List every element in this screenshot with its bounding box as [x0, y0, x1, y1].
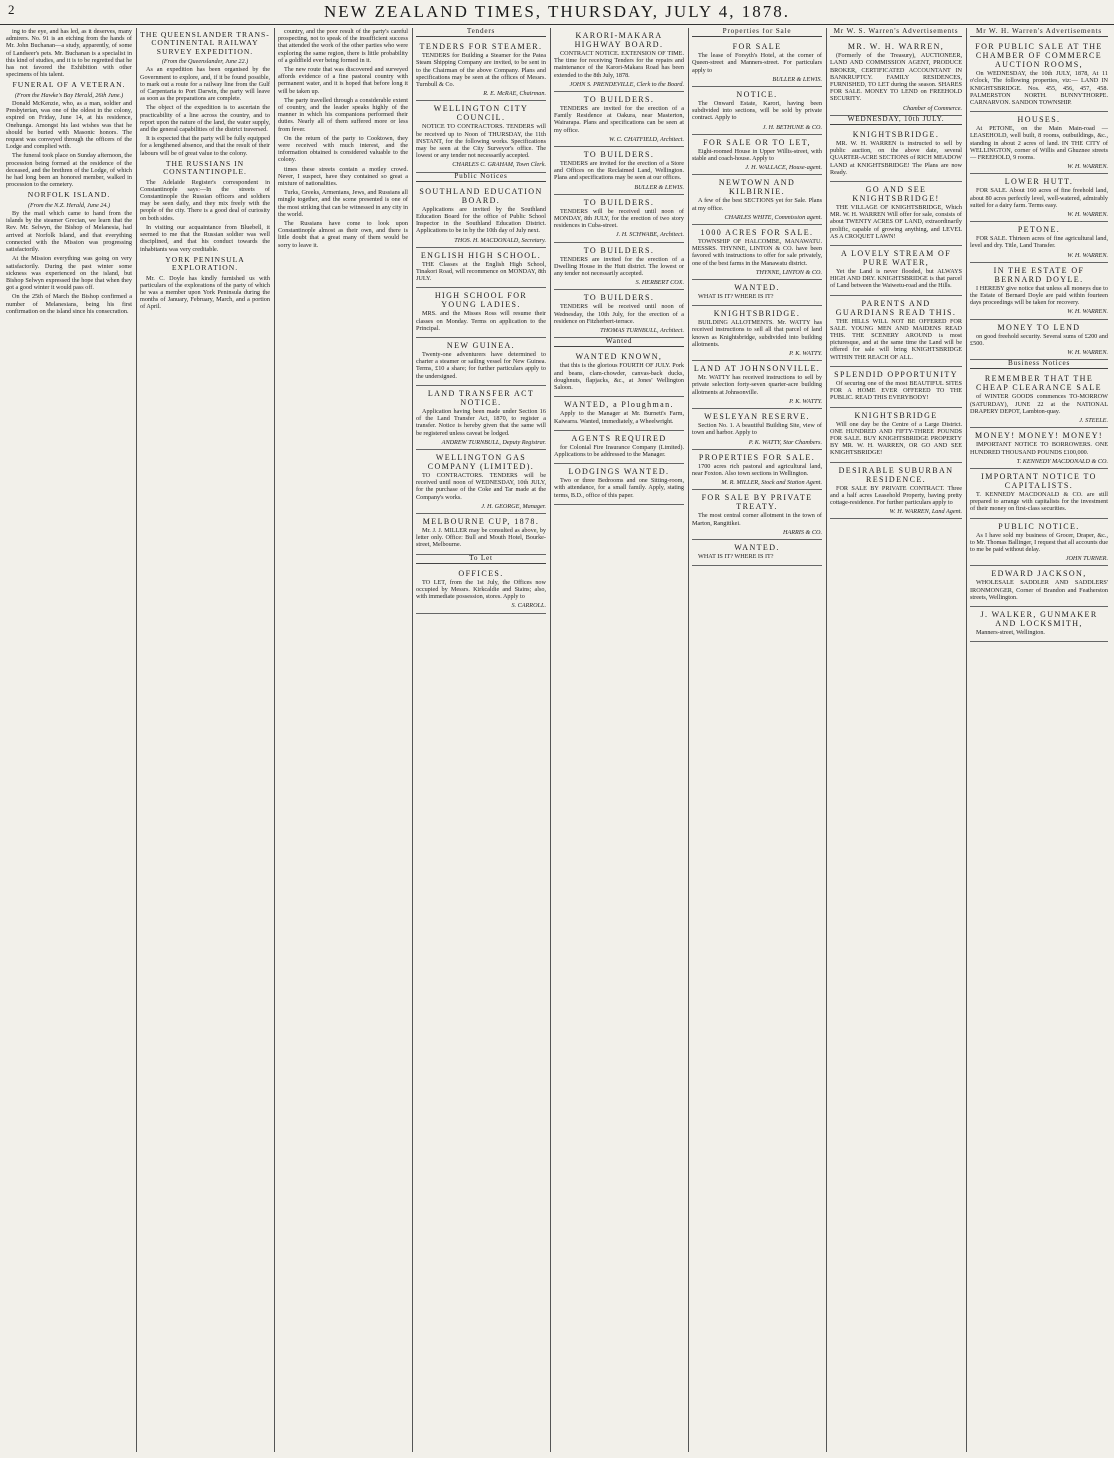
- advertisement-body: Application having been made under Section 16 of the Land Transfer Act, 1870, to register a transfer. Notice is hereby given that the same will be registered unless caveat be lodged.: [416, 407, 546, 437]
- section-header: Mr W. S. Warren's Advertisements: [830, 28, 962, 37]
- advertisement-body: CONTRACT NOTICE. EXTENSION OF TIME. The time for receiving Tenders for the repairs and maintenance of the Karori-Makara Road has been extended to the 8th July, 1878.: [554, 50, 684, 79]
- advertisement-body: TENDERS will be received until noon of MONDAY, 8th JULY, for the erection of two story residences in Cuba-street.: [554, 207, 684, 230]
- advertisement-title: PETONE.: [1017, 225, 1061, 235]
- advertisement-title: PUBLIC NOTICE.: [998, 521, 1080, 531]
- advertisement: [830, 296, 962, 367]
- advertisement-signature: BULLER & LEWIS.: [634, 183, 684, 191]
- advertisement-title: LAND AT JOHNSONVILLE.: [693, 364, 821, 374]
- advertisement-body: The most central corner allotment in the town of Marton, Rangitikei.: [692, 512, 822, 527]
- advertisement: [970, 607, 1108, 642]
- section-header: WEDNESDAY, 10th JULY.: [830, 116, 962, 125]
- advertisement-title: WELLINGTON CITY COUNCIL.: [433, 104, 529, 123]
- article-paragraph: The party travelled through a considerable extent of country, and the leader speaks highly of the manner in which his companions performed their duties. Nearly all of them suffered more or less from fever.: [278, 96, 408, 133]
- advertisement-signature: W. H. WARREN.: [1067, 211, 1108, 219]
- advertisement: [416, 514, 546, 555]
- advertisement: [416, 386, 546, 450]
- advertisement-body: TENDERS will be received until noon of Wednesday, the 10th July, for the erection of a residence on Fitzherbert-terrace.: [554, 303, 684, 325]
- section-header: Tenders: [416, 28, 546, 37]
- article-paragraph: The funeral took place on Sunday afternoon, the procession being formed at the residence of the deceased, and the brethren of the Lodge, of which he had long been an honored member, walked in procession to the cemetery.: [6, 152, 132, 189]
- advertisement-body: on good freehold security. Several sums of £200 and £500.: [970, 332, 1108, 347]
- advertisement: [970, 112, 1108, 174]
- advertisement-title: KNIGHTSBRIDGE.: [852, 130, 940, 140]
- column-divider: [826, 28, 827, 1452]
- advertisement: [692, 409, 822, 450]
- advertisement-signature: P. K. WATTY, Star Chambers.: [748, 438, 822, 446]
- advertisement: [692, 490, 822, 540]
- article-headline: THE RUSSIANS IN CONSTANTINOPLE.: [163, 158, 247, 177]
- advertisement-body: Will one day be the Centre of a Large District. ONE HUNDRED AND FIFTY-THREE POUNDS FOR SALE. BUY KNIGHTSBRIDGE PROPERTY BY MR. W. H. WARREN, OR GO AND SEE KNIGHTSBRIDGE!: [830, 420, 962, 457]
- advertisement-body: THE Classes at the English High School, Tinakori Road, will recommence on MONDAY, 8th JULY.: [416, 260, 546, 283]
- advertisement: [692, 280, 822, 306]
- advertisement-body: TOWNSHIP OF HALCOMBE, MANAWATU. MESSRS. THYNNE, LINTON & CO. have been favored with instructions to offer for sale privately, one of the best farms in the Manawatu district.: [692, 238, 822, 267]
- advertisement-title: TO BUILDERS.: [583, 150, 655, 160]
- advertisement-body: TENDERS for Building a Steamer for the Patea Steam Shipping Company are invited, to be sent in to the Chairman of the above Company. Plans and specifications may be seen at the offices of Messrs. Turnbull & Co.: [416, 52, 546, 89]
- advertisement-title: FOR PUBLIC SALE AT THE CHAMBER OF COMMERCE AUCTION ROOMS,: [975, 42, 1103, 70]
- column-divider: [412, 28, 413, 1452]
- masthead: [0, 2, 1114, 24]
- advertisement-body: T. KENNEDY MACDONALD & CO. are still prepared to arrange with capitalists for the investment of their money on first-class securities.: [970, 490, 1108, 513]
- advertisement-body: Apply to the Manager at Mr. Burnett's Farm, Kaiwarra. Wanted, immediately, a Wheelwright.: [554, 410, 684, 425]
- advertisement-body: TENDERS are invited for the erection of a Dwelling House in the Hutt district. The lowest or any tender not necessarily accepted.: [554, 255, 684, 278]
- advertisement-body: THE HILLS WILL NOT BE OFFERED FOR SALE. YOUNG MEN AND MAIDENS READ THIS. THE SCENERY AROUND is most picturesque, and at the same time the Land will be offered for sale will bring KNIGHTSBRIDGE WITHIN THE REACH OF ALL.: [830, 317, 962, 361]
- advertisement-signature: J. H. WALLACE, House-agent.: [745, 164, 822, 172]
- advertisement: [970, 39, 1108, 112]
- advertisement-body: Of securing one of the most BEAUTIFUL SITES FOR A HOME EVER OFFERED TO THE PUBLIC. READ THIS EVERYBODY!: [830, 379, 962, 402]
- advertisement-body: THE VILLAGE OF KNIGHTSBRIDGE, Which MR. W. H. WARREN Will offer for sale, consists of about TWENTY ACRES OF LAND, extraordinarily prolific, capable of growing anything, and LEVEL AS A CROQUET LAWN!: [830, 204, 962, 240]
- advertisement: [554, 195, 684, 243]
- advertisement-title: 1000 ACRES FOR SALE.: [700, 228, 814, 238]
- advertisement-title: LODGINGS WANTED.: [568, 467, 670, 477]
- advertisement-title: MONEY! MONEY! MONEY!: [975, 431, 1103, 441]
- advertisement-body: On WEDNESDAY, the 10th JULY, 1878, At 11 o'clock, The following properties, viz:— LAND IN KNIGHTSBRIDGE. Nos. 455, 456, 457, 458. PALMERSTON NORTH. BUNNYTHORPE. CARNARVON. SANDON TOWNSHIP.: [970, 70, 1108, 107]
- article-source: (From the Hawke's Bay Herald, 26th June.): [14, 91, 124, 99]
- advertisement-body: As I have sold my business of Grocer, Draper, &c., to Mr. Thomas Ballinger, I request that all accounts due to me be paid without delay.: [970, 531, 1108, 553]
- article-source: (From the N.Z. Herald, June 24.): [27, 201, 111, 209]
- article-paragraph: On the return of the party to Cooktown, they were received with much interest, and the information obtained is considered valuable to the colony.: [278, 134, 408, 164]
- article-paragraph: On the 25th of March the Bishop confirmed a number of Melanesians, being his first confirmation on the island since his consecration.: [6, 293, 132, 315]
- advertisement-title: FOR SALE OR TO LET,: [703, 137, 811, 147]
- advertisement: [416, 566, 546, 614]
- advertisement-signature: CHARLES WHITE, Commission agent.: [724, 213, 822, 221]
- advertisement-title: KARORI-MAKARA HIGHWAY BOARD.: [574, 31, 664, 49]
- advertisement: [692, 87, 822, 135]
- advertisement-title: NEW GUINEA.: [446, 341, 516, 351]
- advertisement-title: WANTED.: [734, 283, 780, 293]
- advertisement: [692, 225, 822, 280]
- advertisement: [416, 101, 546, 172]
- advertisement-signature: JOHN TURNER.: [1065, 555, 1108, 563]
- advertisement: [970, 566, 1108, 607]
- advertisement-signature: P. K. WATTY.: [789, 397, 822, 405]
- section-header: Mr W. H. Warren's Advertisements: [970, 28, 1108, 37]
- page-number: 2: [8, 2, 17, 17]
- advertisement-body: Twenty-one adventurers have determined to charter a steamer or sailing vessel for New Guinea. Terms, £10 a share; for further particulars apply to the undersigned.: [416, 351, 546, 380]
- masthead-title: NEW ZEALAND TIMES, THURSDAY, JULY 4, 1878.: [323, 2, 791, 21]
- column-8: [970, 28, 1108, 1452]
- advertisement: [970, 320, 1108, 361]
- article-paragraph: ing to the eye, and has led, as it deserves, many admirers. No. 91 is an etching from the hands of Mr. John Buchanan—a study, apparently, of some of Landseer's pets. Mr. Buchanan is a specialist in this kind of studies, and it is to be regretted that he has not favored the Exhibition with other specimens of his talent.: [6, 28, 132, 79]
- advertisement-signature: J. H. BETHUNE & CO.: [762, 123, 822, 131]
- advertisement: [970, 519, 1108, 567]
- advertisement-title: TO BUILDERS.: [583, 293, 655, 303]
- advertisement-title: NEWTOWN AND KILBIRNIE.: [718, 178, 796, 197]
- column-4: [416, 28, 546, 1452]
- article-paragraph: The new route that was discovered and surveyed affords evidence of a fine pastoral country with permanent water, and it is hoped that before long it will be taken up.: [278, 66, 408, 95]
- advertisement-body: The lease of Forsyth's Hotel, at the corner of Queen-street and Manners-street. For particulars apply to: [692, 52, 822, 74]
- advertisement: [830, 246, 962, 296]
- article-paragraph: The Adelaide Register's correspondent in Constantinople says:—In the streets of Constantinople the Russian officers and soldiers may be seen daily, and they mix freely with the people of the city. There is a good deal of curiosity on both sides.: [140, 178, 270, 222]
- article-paragraph: times these streets contain a motley crowd. Never, I suspect, have they contained so great a mixture of nationalities.: [278, 165, 408, 188]
- advertisement-title: KNIGHTSBRIDGE.: [713, 309, 801, 319]
- column-1: [6, 28, 132, 1452]
- advertisement: [970, 371, 1108, 428]
- advertisement-body: Two or three Bedrooms and one Sitting-room, with attendance, for a small family. Apply, stating terms, B.D., office of this paper.: [554, 477, 684, 499]
- advertisement-title: TENDERS FOR STEAMER.: [419, 42, 543, 52]
- advertisement-body: of WINTER GOODS commences TO-MORROW (SATURDAY), JUNE 22 at the NATIONAL DRAPERY DEPOT, Lambton-quay.: [970, 393, 1108, 415]
- advertisement-body: A few of the best SECTIONS yet for Sale. Plans at my office.: [692, 197, 822, 212]
- advertisement-signature: S. CARROLL.: [511, 602, 546, 610]
- section-header: Properties for Sale: [692, 28, 822, 37]
- advertisement: [830, 367, 962, 408]
- advertisement-title: LOWER HUTT.: [1004, 177, 1074, 187]
- advertisement: [416, 288, 546, 338]
- advertisement-body: WHAT IS IT? WHERE IS IT?: [698, 293, 774, 301]
- advertisement: [554, 147, 684, 195]
- advertisement-body: Applications are invited by the Southland Education Board for the office of Public School Inspector in the Southland Education District. Applications to be in by the 10th day of July next.: [416, 205, 546, 235]
- advertisement-body: MR. W. H. WARREN is instructed to sell by public auction, on the above date, several QUARTER-ACRE SECTIONS of RICH MEADOW LAND at KNIGHTSBRIDGE! The Plans are now Ready.: [830, 140, 962, 176]
- section-header: Public Notices: [416, 173, 546, 182]
- advertisement: [416, 248, 546, 289]
- article-paragraph: country, and the poor result of the party's careful prospecting, not to speak of the insufficient success that attended the work of the other parties who were exploring the same region, there is little probability of a goldfield ever being formed in it.: [278, 28, 408, 64]
- advertisement: [554, 28, 684, 92]
- advertisement-title: WESLEYAN RESERVE.: [704, 412, 810, 422]
- advertisement-body: IMPORTANT NOTICE TO BORROWERS. ONE HUNDRED THOUSAND POUNDS £100,000.: [970, 441, 1108, 456]
- advertisement-body: MRS. and the Misses Ross will resume their classes on Monday. Terms on application to the Principal.: [416, 310, 546, 332]
- advertisement: [416, 450, 546, 514]
- advertisement-title: PROPERTIES FOR SALE.: [698, 452, 816, 462]
- article-paragraph: The object of the expedition is to ascertain the practicability of a line across the country, and to report upon the nature of the land, the water supply, and the general capabilities of the district traversed.: [140, 104, 270, 134]
- advertisement: [416, 39, 546, 101]
- article-paragraph: Donald McKenzie, who, as a man, soldier and Presbyterian, was one of the oldest in the colony, expired on Friday, June 14, at his residence, Onehunga. Amongst his last wishes was that he should be buried with Masonic honors. The request was conveyed through the officers of the Lodge and complied with.: [6, 100, 132, 151]
- column-6: [692, 28, 822, 1452]
- advertisement-title: OFFICES.: [458, 568, 504, 578]
- advertisement: [692, 450, 822, 491]
- article-paragraph: By the mail which came to hand from the islands by the steamer Grecian, we learn that the Rev. Mr. Selwyn, the Bishop of Melanesia, had arrived at Norfolk Island, and that everything connected with the Mission was progressing satisfactorily.: [6, 210, 132, 254]
- advertisement-body: I HEREBY give notice that unless all moneys due to the Estate of Bernard Doyle are paid within fourteen days proceedings will be taken for recovery.: [970, 284, 1108, 307]
- section-header: To Let: [416, 555, 546, 564]
- advertisement-body: TO CONTRACTORS. TENDERS will be received until noon of WEDNESDAY, 10th JULY, for the purchase of the Coke and Tar made at the Company's works.: [416, 471, 546, 501]
- advertisement-body: Manners-street, Wellington.: [976, 628, 1045, 636]
- column-2: [140, 28, 270, 1452]
- advertisement-title: HOUSES.: [1017, 115, 1061, 125]
- advertisement: [970, 428, 1108, 469]
- section-header: Wanted: [554, 338, 684, 347]
- column-3: [278, 28, 408, 1452]
- advertisement-signature: BULLER & LEWIS.: [772, 75, 822, 83]
- advertisement-signature: R. E. McRAE, Chairman.: [483, 90, 546, 98]
- advertisement-body: Mr. WATTY has received instructions to sell by private selection forty-seven quarter-acre building allotments at Johnsonville.: [692, 374, 822, 396]
- advertisement-signature: THYNNE, LINTON & CO.: [755, 268, 822, 276]
- advertisement: [554, 397, 684, 430]
- advertisement-title: WANTED KNOWN,: [575, 352, 663, 362]
- advertisement-signature: THOMAS TURNBULL, Architect.: [600, 327, 684, 335]
- advertisement-body: BUILDING ALLOTMENTS. Mr. WATTY has received instructions to sell all that parcel of land known as Knightsbridge, subdivided into building allotments.: [692, 319, 822, 348]
- advertisement: [970, 469, 1108, 519]
- advertisement-signature: ANDREW TURNBULL, Deputy Registrar.: [441, 438, 546, 446]
- advertisement-body: NOTICE TO CONTRACTORS. TENDERS will be received up to Noon of THURSDAY, the 11th INSTANT, for the following works. Specifications may be seen at the City Surveyor's office. The lowest or any tender not necessarily accepted.: [416, 123, 546, 160]
- advertisement-title: A LOVELY STREAM OF PURE WATER,: [840, 249, 952, 268]
- advertisement-signature: Chamber of Commerce.: [902, 104, 962, 112]
- advertisement: [416, 184, 546, 248]
- advertisement: [554, 464, 684, 505]
- advertisement-signature: J. STEELE.: [1079, 417, 1108, 425]
- advertisement: [830, 127, 962, 182]
- advertisement-title: NOTICE.: [736, 90, 778, 100]
- advertisement-title: EDWARD JACKSON,: [991, 569, 1087, 579]
- advertisement-signature: W. H. WARREN.: [1067, 349, 1108, 357]
- advertisement-body: WHAT IS IT? WHERE IS IT?: [698, 552, 774, 560]
- advertisement-signature: JOHN S. PRENDEVILLE, Clerk to the Board.: [569, 80, 684, 88]
- advertisement-title: PARENTS AND GUARDIANS READ THIS.: [835, 298, 957, 317]
- advertisement-title: IN THE ESTATE OF BERNARD DOYLE.: [993, 265, 1085, 284]
- advertisement-signature: W. H. WARREN.: [1067, 308, 1108, 316]
- advertisement-title: SPLENDID OPPORTUNITY: [834, 369, 958, 379]
- advertisement: [554, 349, 684, 397]
- advertisement: [692, 306, 822, 361]
- advertisement: [970, 174, 1108, 222]
- advertisement-body: 1700 acres rich pastoral and agricultural land, near Foxton. Also town sections in Wellington.: [692, 462, 822, 477]
- advertisement: [970, 263, 1108, 320]
- advertisement-title: FOR SALE: [732, 42, 782, 52]
- advertisement-body: FOR SALE. Thirteen acres of fine agricultural land, level and dry. Title, Land Transfer.: [970, 235, 1108, 250]
- article-headline: THE QUEENSLANDER TRANS-CONTINENTAL RAILWAY SURVEY EXPEDITION.: [140, 30, 270, 56]
- article-paragraph: It is expected that the party will be fully equipped for a lengthened absence, and that the result of their labours will be of great value to the colony.: [140, 135, 270, 157]
- advertisement-title: TO BUILDERS.: [583, 95, 655, 105]
- advertisement: [554, 431, 684, 464]
- article-paragraph: The Russians have come to look upon Constantinople almost as their own, and there is little doubt that a great many of them would be sorry to leave it.: [278, 220, 408, 249]
- advertisement-body: FOR SALE BY PRIVATE CONTRACT. Three and a half acres Leasehold Property, having pretty cottage-residence. For further particulars apply to: [830, 484, 962, 506]
- advertisement-body: Eight-roomed House in Upper Willis-street, with stable and coach-house. Apply to: [692, 147, 822, 163]
- advertisement-body: (Formerly of the Treasury), AUCTIONEER, LAND AND COMMISSION AGENT, PRODUCE BROKER, CERTIFICATED ACCOUNTANT IN BANKRUPTCY. FAMILY RESIDENCES, FURNISHED, TO LET during the season. SHARES FOR SALE. MONEY TO LEND on FREEHOLD SECURITY.: [830, 52, 962, 103]
- advertisement: [554, 243, 684, 291]
- column-divider: [688, 28, 689, 1452]
- advertisement-title: KNIGHTSBRIDGE: [854, 410, 938, 420]
- advertisement-title: J. WALKER, GUNMAKER AND LOCKSMITH,: [980, 609, 1098, 628]
- advertisement-title: WANTED, a Ploughman.: [564, 400, 674, 410]
- advertisement: [554, 290, 684, 338]
- advertisement-title: WELLINGTON GAS COMPANY (LIMITED).: [427, 452, 535, 471]
- advertisement-title: AGENTS REQUIRED: [571, 433, 667, 443]
- article-paragraph: At the Mission everything was going on very satisfactorily. During the past winter some sickness was experienced on the island, but Bishop Selwyn expressed the hope that when they got a good winter it would pass off.: [6, 255, 132, 292]
- advertisement-signature: W. C. CHATFIELD, Architect.: [609, 135, 684, 143]
- advertisement-signature: W. H. WARREN.: [1067, 251, 1108, 259]
- advertisement-body: Yet the Land is never flooded, but ALWAYS HIGH AND DRY. KNIGHTSBRIDGE is that parcel of Land between the Waiwetu-road and the Hills.: [830, 268, 962, 290]
- advertisement-title: HIGH SCHOOL FOR YOUNG LADIES.: [434, 291, 528, 310]
- article-paragraph: Turks, Greeks, Armenians, Jews, and Russians all mingle together, and the scene presented is one of the most striking that can be witnessed in any city in the world.: [278, 189, 408, 218]
- column-divider: [136, 28, 137, 1452]
- advertisement-title: WANTED.: [734, 542, 780, 552]
- advertisement-signature: W. H. WARREN, Land Agent.: [889, 508, 962, 516]
- advertisement-title: GO AND SEE KNIGHTSBRIDGE!: [852, 185, 940, 204]
- advertisement-body: Section No. 1. A beautiful Building Site, view of town and harbor. Apply to: [692, 422, 822, 437]
- advertisement-body: TO LET, from the 1st July, the Offices now occupied by Messrs. Kirkcaldie and Stains; also, with immediate possession, stores. Apply to: [416, 578, 546, 601]
- advertisement-signature: J. H. SCHWABE, Architect.: [615, 231, 684, 239]
- column-5: [554, 28, 684, 1452]
- advertisement-title: MR. W. H. WARREN,: [847, 42, 945, 52]
- advertisement-signature: THOS. H. MACDONALD, Secretary.: [454, 236, 546, 244]
- column-divider: [966, 28, 967, 1452]
- advertisement-title: DESIRABLE SUBURBAN RESIDENCE.: [838, 465, 954, 484]
- advertisement: [830, 182, 962, 246]
- advertisement-body: TENDERS are invited for the erection of a Family Residence at Oakura, near Masterton, Wairarapa. Plans and specifications can be seen at my office.: [554, 105, 684, 134]
- column-divider: [550, 28, 551, 1452]
- advertisement: [416, 338, 546, 386]
- advertisement: [692, 540, 822, 566]
- column-divider: [274, 28, 275, 1452]
- advertisement: [830, 463, 962, 520]
- article-paragraph: In visiting our acquaintance from Bluebell, it seemed to me that the Russian soldier was well disciplined, and that his conduct towards the inhabitants was very creditable.: [140, 223, 270, 253]
- section-header: Business Notices: [970, 360, 1108, 369]
- advertisement-body: FOR SALE. About 160 acres of fine freehold land, about 80 acres perfectly level, well-watered, admirably suited for a dairy farm. Terms easy.: [970, 187, 1108, 209]
- column-7: [830, 28, 962, 1452]
- advertisement-signature: T. KENNEDY MACDONALD & CO.: [1016, 457, 1108, 465]
- advertisement-title: TO BUILDERS.: [583, 197, 655, 207]
- advertisement-signature: P. K. WATTY.: [789, 350, 822, 358]
- advertisement-title: REMEMBER THAT THE CHEAP CLEARANCE SALE: [976, 374, 1102, 393]
- advertisement-signature: M. R. MILLER, Stock and Station Agent.: [721, 479, 822, 487]
- advertisement: [692, 175, 822, 225]
- advertisement-body: for Colonial Fire Insurance Company (Limited). Applications to be addressed to the Manager.: [554, 443, 684, 458]
- advertisement: [692, 361, 822, 409]
- advertisement-body: Mr. J. J. MILLER may be consulted as above, by letter only. Office: Bull and Mouth Hotel, Bourke-street, Melbourne.: [416, 526, 546, 549]
- advertisement-body: that this is the glorious FOURTH OF JULY. Pork and beans, clam-chowder, canvas-back ducks, doughnuts, flapjacks, &c., at Jones' Wellington Saloon.: [554, 362, 684, 392]
- advertisement: [692, 135, 822, 176]
- advertisement-title: ENGLISH HIGH SCHOOL.: [420, 250, 542, 260]
- article-headline: NORFOLK ISLAND.: [27, 190, 111, 200]
- advertisement: [554, 92, 684, 147]
- advertisement-title: TO BUILDERS.: [583, 245, 655, 255]
- article-paragraph: Mr. C. Doyle has kindly furnished us with particulars of the explorations of the party of which he was a member upon York Peninsula during the months of January, February, March, and a portion of April.: [140, 274, 270, 311]
- advertisement-signature: CHARLES C. GRAHAM, Town Clerk.: [452, 161, 546, 169]
- advertisement-title: LAND TRANSFER ACT NOTICE.: [427, 388, 535, 407]
- advertisement-signature: HARRIS & CO.: [782, 528, 822, 536]
- advertisement-title: MONEY TO LEND: [997, 322, 1081, 332]
- article-paragraph: As an expedition has been organised by the Government to explore, and, if it be found possible, to mark out a route for a railway line from the Gulf of Carpentaria to Port Darwin, the party will leave as soon as the preparations are complete.: [140, 66, 270, 103]
- advertisement: [692, 39, 822, 87]
- advertisement-title: IMPORTANT NOTICE TO CAPITALISTS.: [981, 471, 1097, 490]
- advertisement-signature: J. H. GEORGE, Manager.: [481, 502, 546, 510]
- advertisement-title: FOR SALE BY PRIVATE TREATY.: [701, 493, 813, 512]
- article-headline: FUNERAL OF A VETERAN.: [12, 80, 126, 90]
- advertisement: [970, 222, 1108, 263]
- advertisement-body: The Onward Estate, Karori, having been subdivided into sections, will be sold by private contract. Apply to: [692, 100, 822, 122]
- advertisement: [830, 408, 962, 463]
- article-source: (From the Queenslander, June 22.): [161, 58, 249, 66]
- article-headline: YORK PENINSULA EXPLORATION.: [165, 254, 245, 273]
- advertisement: [830, 39, 962, 116]
- advertisement-body: WHOLESALE SADDLER AND SADDLERS' IRONMONGER, Corner of Brandon and Featherston streets, Wellington.: [970, 579, 1108, 601]
- advertisement-title: MELBOURNE CUP, 1878.: [422, 516, 540, 526]
- advertisement-signature: S. HERBERT COX.: [635, 279, 684, 287]
- advertisement-title: SOUTHLAND EDUCATION BOARD.: [419, 186, 543, 205]
- advertisement-body: At PETONE, on the Main Main-road — LEASEHOLD, well built, 8 rooms, outbuildings, &c., standing in about 2 acres of land. IN THE CITY of WELLINGTON, corner of Willis and Ghuznee streets — FREEHOLD, 9 rooms.: [970, 125, 1108, 162]
- advertisement-body: TENDERS are invited for the erection of a Store and Offices on the Reclaimed Land, Wellington. Plans and specifications may be seen at our offices.: [554, 160, 684, 182]
- masthead-rule: [0, 24, 1114, 25]
- advertisement-signature: W. H. WARREN.: [1067, 163, 1108, 171]
